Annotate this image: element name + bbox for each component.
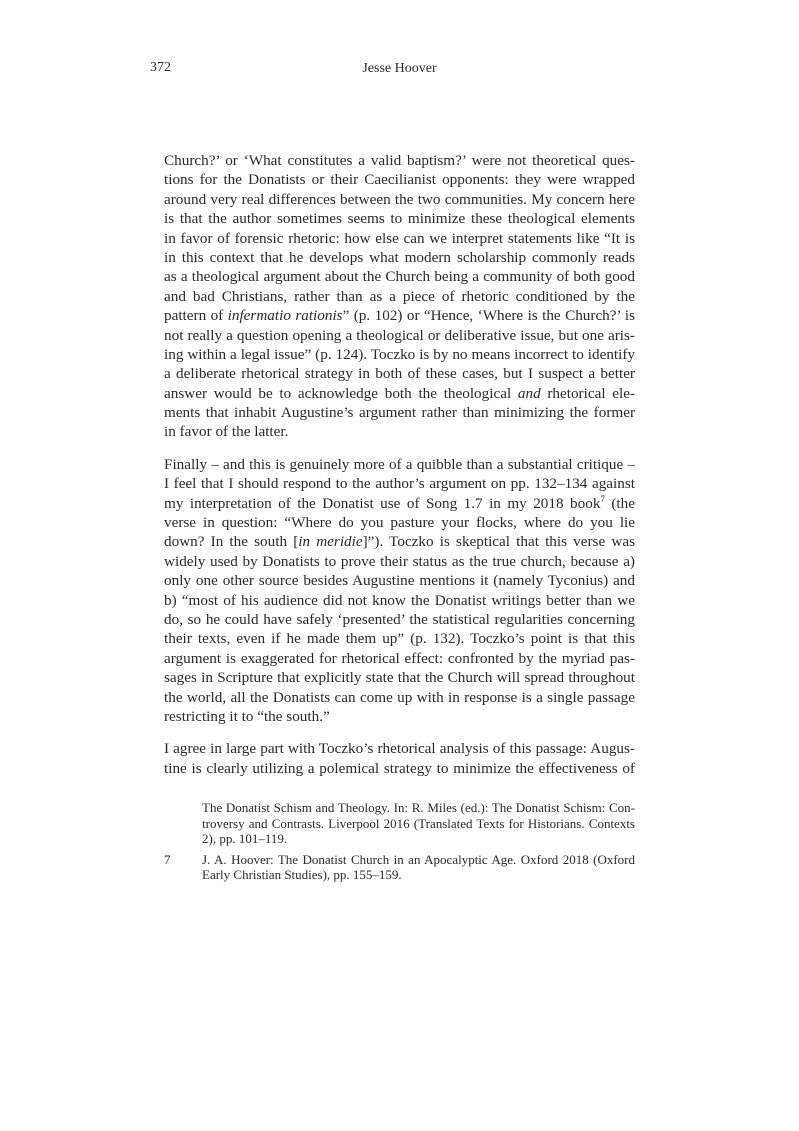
text-span: in favor of forensic rhetoric: how else can we interpret statements like “It is bbox=[164, 229, 635, 247]
text-line bbox=[164, 739, 635, 758]
text-span: ” (p. 102) or “Hence, ‘Where is the Church?’ is bbox=[342, 307, 635, 325]
text-line bbox=[164, 591, 635, 610]
text-span: the world, all the Donatists can come up with in response is a single passage bbox=[164, 688, 635, 706]
text-span: as a theological argument about the Church being a community of both good bbox=[164, 268, 635, 286]
text-span: pattern of bbox=[164, 307, 228, 325]
text-span: Church?’ or ‘What constitutes a valid baptism?’ were not theoretical ques- bbox=[164, 152, 635, 169]
text-span: restricting it to “the south.” bbox=[164, 707, 330, 725]
text-line bbox=[164, 688, 635, 707]
footnote-line: 2), pp. 101–119. bbox=[202, 831, 288, 846]
text-span: not really a question opening a theological or deliberative issue, but one aris- bbox=[164, 326, 635, 344]
footnote-number: 7 bbox=[164, 851, 171, 867]
text-line bbox=[164, 649, 635, 668]
text-line bbox=[164, 571, 635, 590]
page-number: 372 bbox=[150, 60, 171, 75]
text-line bbox=[164, 287, 635, 306]
italic-text: and bbox=[517, 384, 541, 402]
text-line bbox=[164, 190, 635, 209]
text-span: b) “most of his audience did not know the Donatist writings better than we bbox=[164, 591, 635, 609]
text-line bbox=[164, 384, 635, 403]
text-line bbox=[164, 610, 635, 629]
text-line bbox=[164, 345, 635, 364]
italic-text: infermatio rationis bbox=[227, 307, 343, 325]
text-span: tions for the Donatists or their Caecilianist opponents: they were wrapped bbox=[164, 171, 635, 189]
text-span: sages in Scripture that explicitly state that the Church will spread throughout bbox=[164, 669, 635, 687]
body-text bbox=[164, 151, 635, 791]
text-span: and bad Christians, rather than as a piece of rhetoric conditioned by the bbox=[164, 287, 635, 305]
text-line bbox=[164, 629, 635, 648]
text-line bbox=[164, 532, 635, 551]
text-span: ]”). Toczko is skeptical that this verse was bbox=[362, 533, 635, 551]
text-line bbox=[164, 668, 635, 687]
text-span: rhetorical ele- bbox=[540, 384, 635, 402]
italic-text: in meridie bbox=[298, 533, 363, 551]
text-span: only one other source besides Augustine mentions it (namely Tyconius) and bbox=[164, 572, 635, 590]
footnote bbox=[164, 800, 635, 847]
text-span: ing within a legal issue” (p. 124). Toczko is by no means incorrect to identify bbox=[164, 345, 635, 363]
text-line bbox=[164, 759, 635, 778]
text-line bbox=[164, 209, 635, 228]
text-line bbox=[164, 364, 635, 383]
text-span: ments that inhabit Augustine’s argument rather than minimizing the former bbox=[164, 404, 635, 422]
text-span: (the bbox=[604, 494, 635, 512]
footnote-line: J. A. Hoover: The Donatist Church in an Apocalyptic Age. Oxford 2018 (Oxford bbox=[202, 851, 635, 867]
footnote bbox=[164, 852, 635, 883]
text-line bbox=[164, 267, 635, 286]
text-span: down? In the south [ bbox=[164, 533, 299, 551]
text-span: I agree in large part with Toczko’s rhetorical analysis of this passage: Augus- bbox=[164, 740, 635, 758]
text-line bbox=[164, 151, 635, 170]
text-line bbox=[164, 513, 635, 532]
text-span: Finally – and this is genuinely more of a quibble than a substantial critique – bbox=[164, 455, 635, 473]
text-span: verse in question: “Where do you pasture your flocks, where do you lie bbox=[164, 514, 635, 532]
text-span: a deliberate rhetorical strategy in both of these cases, but I suspect a better bbox=[164, 365, 635, 383]
text-span: do, so he could have safely ‘presented’ the statistical regularities concerning bbox=[164, 610, 635, 628]
text-line bbox=[164, 707, 635, 726]
text-span: in favor of the latter. bbox=[164, 423, 289, 441]
text-line bbox=[164, 170, 635, 189]
text-line bbox=[164, 326, 635, 345]
footnotes bbox=[164, 800, 635, 888]
paragraph bbox=[164, 455, 635, 726]
footnote-line: Early Christian Studies), pp. 155–159. bbox=[202, 867, 402, 882]
text-span: in this context that he develops what modern scholarship commonly reads bbox=[164, 248, 635, 266]
text-span: I feel that I should respond to the author’s argument on pp. 132–134 against bbox=[164, 475, 635, 493]
text-span: my interpretation of the Donatist use of Song 1.7 in my 2018 book bbox=[164, 494, 601, 512]
footnote-line: The Donatist Schism and Theology. In: R. Miles (ed.): The Donatist Schism: Con- bbox=[202, 800, 635, 815]
text-span: argument is exaggerated for rhetorical effect: confronted by the myriad pas- bbox=[164, 649, 635, 667]
text-span: is that the author sometimes seems to minimize these theological elements bbox=[164, 210, 635, 228]
text-span: their texts, even if he made them up” (p. 132). Toczko’s point is that this bbox=[164, 630, 635, 648]
paragraph bbox=[164, 151, 635, 442]
footnote-reference: 7 bbox=[600, 493, 605, 504]
text-line bbox=[164, 494, 635, 513]
paragraph bbox=[164, 739, 635, 778]
text-line bbox=[164, 474, 635, 493]
text-line bbox=[164, 248, 635, 267]
text-line bbox=[164, 306, 635, 325]
text-span: answer would be to acknowledge both the theological bbox=[164, 384, 518, 402]
text-span: tine is clearly utilizing a polemical strategy to minimize the effectiveness of bbox=[164, 759, 635, 777]
text-span: widely used by Donatists to prove their status as the true church, because a) bbox=[164, 552, 635, 570]
footnote-line: troversy and Contrasts. Liverpool 2016 (Translated Texts for Historians. Contexts bbox=[202, 815, 635, 831]
text-line bbox=[164, 455, 635, 474]
text-line bbox=[164, 403, 635, 422]
text-span: around very real differences between the two communities. My concern here bbox=[164, 190, 635, 208]
text-line bbox=[164, 229, 635, 248]
running-title: Jesse Hoover bbox=[362, 61, 437, 76]
text-line bbox=[164, 552, 635, 571]
text-line bbox=[164, 422, 635, 441]
